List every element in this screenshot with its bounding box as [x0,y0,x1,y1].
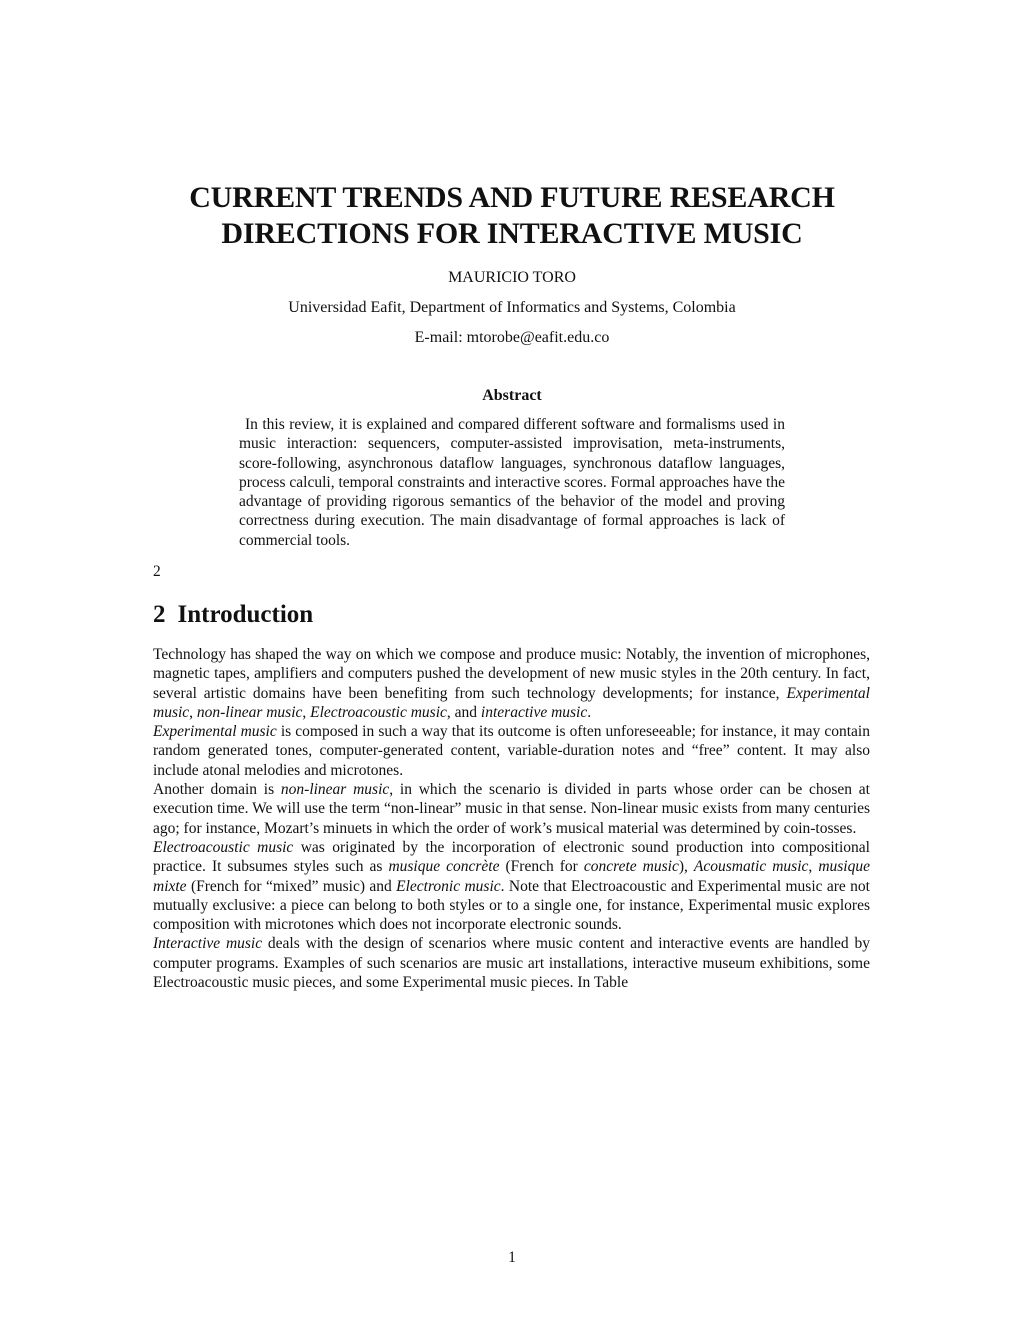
abstract-heading: Abstract [482,387,542,404]
italic-term: Experimental music [153,684,870,721]
italic-term: musique mixte [153,858,870,895]
paper-title [100,180,924,252]
page-number: 1 [508,1249,516,1266]
text-run: was originated by the incorporation of electronic sound production into compositional practice. It subsumes styles such as [153,838,870,876]
paper-title-line-2: DIRECTIONS FOR INTERACTIVE MUSIC [221,217,803,250]
text-run: Technology has shaped the way on which we compose and produce music: Notably, the invention of microphones, magnetic tapes, amplifiers and computers pushed the development of new music styles in the 20th century. In fact, several artistic domains have been benefiting from such technology developments; for instance, [153,646,870,702]
italic-term: musique concrète [388,858,500,876]
italic-term: non-linear music [280,781,390,799]
italic-term: Electroacoustic music [153,838,294,856]
italic-term: concrete music [583,858,679,876]
text-run: deals with the design of scenarios where music content and interactive events are handled by computer programs. Examples of such scenarios are music art installations, interactive museum exhibitions, some Electroacoustic music pieces, and some Experimental music pieces. In Table [153,935,870,992]
text-run: (French for “mixed” music) and [186,877,397,895]
abstract-text: In this review, it is explained and compared different software and formalisms used in music interaction: sequencers, computer-assisted improvisation, meta-instruments, score-following, asynchronous dataflow languages, synchronous dataflow languages, process calculi, temporal constraints and interactive scores. Formal approaches have the advantage of providing rigorous semantics of the behavior of the model and proving correctness during execution. The main disadvantage of formal approaches is lack of commercial tools. [239,416,785,549]
paragraph-interactive-music [153,934,870,992]
text-run: is composed in such a way that its outcome is often unforeseeable; for instance, it may contain random generated tones, computer-generated content, variable-duration notes and “free” content. It may also include atonal melodies and microtones. [153,723,870,779]
italic-term: Electroacoustic music [310,703,447,721]
italic-term: Experimental music [153,723,277,741]
section-title: Introduction [177,601,314,628]
text-run: ), [678,858,694,876]
stray-section-number: 2 [153,563,161,580]
text-run: , and [446,703,481,721]
paragraph-electroacoustic-music [153,838,870,934]
text-run: . Note that Electroacoustic and Experimental music are not mutually exclusive: a piece can belong to both styles or to a single one, for instance, Experimental music explores composition with microtones which does not incorporate electronic sounds. [153,877,870,934]
text-run: , [189,703,197,721]
italic-term: Interactive music [153,935,263,953]
text-run: , in which the scenario is divided in parts whose order can be chosen at execution time. We will use the term “non-linear” music in that sense. Non-linear music exists from many centuries ago; for instance, Mozart’s minuets in which the order of work’s musical material was determined by coin-tosses. [153,781,870,837]
author-email: E-mail: mtorobe@eafit.edu.co [414,329,610,346]
text-run: . [587,703,592,721]
italic-term: interactive music [480,703,588,721]
paragraph-non-linear-music [153,780,870,838]
italic-term: Electronic music [396,877,501,895]
body-text [153,645,870,992]
text-run: , [302,703,311,721]
paragraph-experimental-music [153,722,870,780]
italic-term: Acousmatic music [693,858,809,876]
author-affiliation: Universidad Eafit, Department of Informatics and Systems, Colombia [288,299,736,316]
italic-term: non-linear music [196,703,303,721]
paragraph-technology [153,645,870,722]
text-run: , [808,858,819,876]
section-heading [153,599,313,631]
paper-title-line-1: CURRENT TRENDS AND FUTURE RESEARCH [189,181,835,214]
author-name: MAURICIO TORO [448,269,576,286]
text-run: Another domain is [153,781,281,799]
section-number: 2 [153,601,166,628]
text-run: (French for [499,858,584,876]
